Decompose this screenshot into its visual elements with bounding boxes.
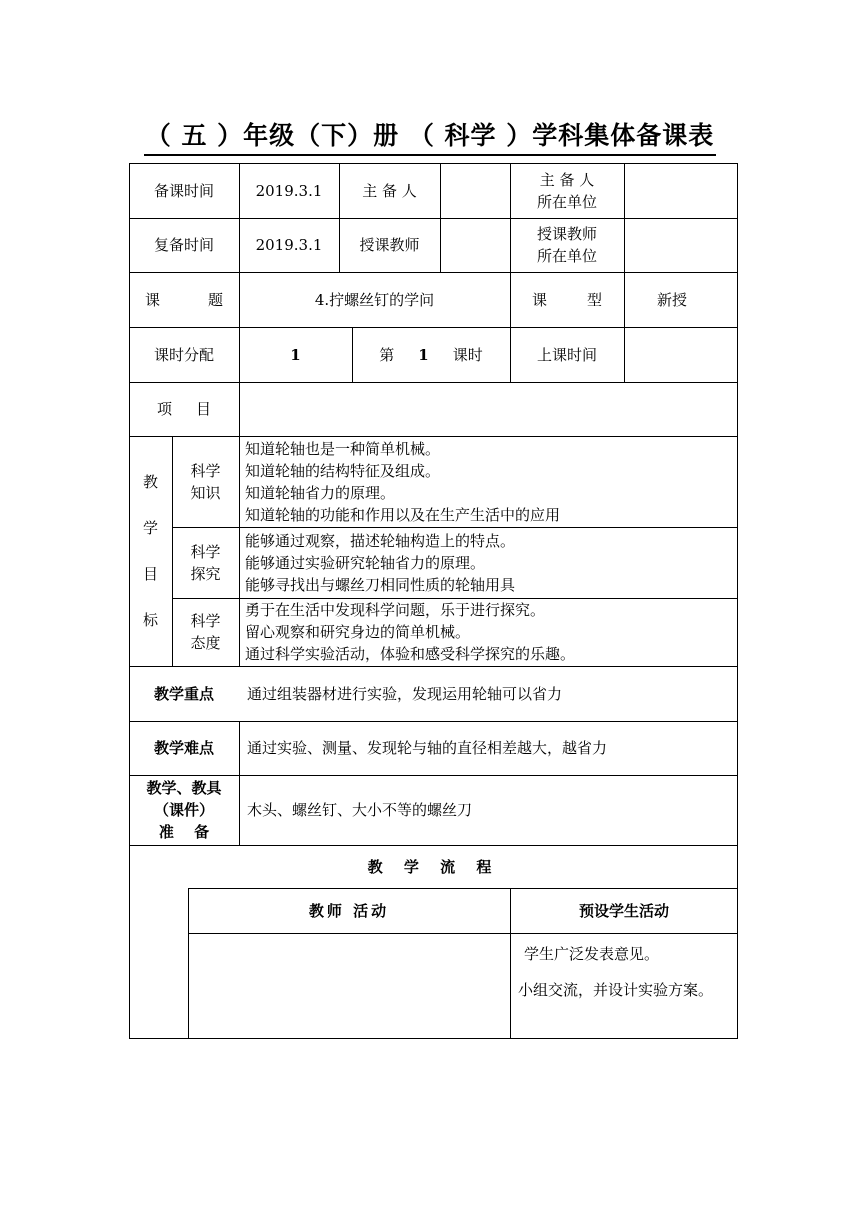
attitude-label xyxy=(172,598,239,666)
document-title-text: （ 五 ）年级（下）册 （ 科学 ）学科集体备课表 xyxy=(144,116,717,156)
attitude-content xyxy=(239,598,738,666)
teacher-value xyxy=(440,218,510,272)
student-activity-header: 预设学生活动 xyxy=(578,901,669,920)
main-preparer-value xyxy=(440,163,510,218)
teacher-activity-header: 教师 活动 xyxy=(308,901,390,920)
type-value: 新授 xyxy=(656,290,687,309)
knowledge-label xyxy=(172,436,239,527)
student-activity-content xyxy=(510,933,738,1038)
student-activity-line: 学生广泛发表意见。 xyxy=(524,945,660,963)
knowledge-label-line: 知识 xyxy=(190,483,221,502)
type-label xyxy=(510,272,624,327)
attitude-line: 留心观察和研究身边的简单机械。 xyxy=(245,623,471,641)
student-activity-line: 小组交流，并设计实验方案。 xyxy=(518,981,714,999)
item-value xyxy=(239,382,738,436)
teacher-unit-label xyxy=(510,218,624,272)
attitude-line: 通过科学实验活动，体验和感受科学探究的乐趣。 xyxy=(245,645,576,663)
topic-label xyxy=(129,272,239,327)
teacher-unit-value xyxy=(624,218,738,272)
attitude-label-line: 态度 xyxy=(190,634,221,652)
knowledge-line: 知道轮轴的结构特征及组成。 xyxy=(245,461,441,480)
goals-side-char: 学 xyxy=(142,519,158,537)
tools-label-line: 教学、教具 xyxy=(146,779,222,797)
topic-label-char: 题 xyxy=(207,290,223,309)
topic-value: 4.拧螺丝钉的学问 xyxy=(314,290,435,309)
inquiry-label-line: 科学 xyxy=(190,542,221,561)
inquiry-label xyxy=(172,527,239,598)
inquiry-line: 能够寻找出与螺丝刀相同性质的轮轴用具 xyxy=(245,575,516,594)
table-border xyxy=(129,1038,738,1039)
hours-label: 课时分配 xyxy=(153,345,214,364)
goals-side-label xyxy=(129,436,172,666)
period-value: 1 xyxy=(418,345,429,364)
period-prefix: 第 xyxy=(379,345,395,364)
teacher-label: 授课教师 xyxy=(359,236,420,254)
item-label-char: 项 xyxy=(156,400,172,418)
attitude-line: 勇于在生活中发现科学问题，乐于进行探究。 xyxy=(245,601,546,619)
period-cell xyxy=(352,327,510,382)
main-preparer-label: 主 备 人 xyxy=(362,181,417,200)
teacher-unit-label-line: 所在单位 xyxy=(536,247,597,265)
teacher-activity-content xyxy=(188,933,510,1038)
tools-label-line: （课件） xyxy=(153,801,214,819)
inquiry-content xyxy=(239,527,738,598)
class-time-label: 上课时间 xyxy=(536,345,597,364)
period-suffix: 课时 xyxy=(452,345,483,364)
type-label-char: 型 xyxy=(586,290,602,309)
review-time-value: 2019.3.1 xyxy=(255,236,323,254)
knowledge-label-line: 科学 xyxy=(190,461,221,480)
preparer-unit-label xyxy=(510,163,624,218)
process-heading: 教 学 流 程 xyxy=(367,857,500,876)
review-time-label: 复备时间 xyxy=(153,236,214,254)
document-title xyxy=(0,116,860,156)
focus-value: 通过组装器材进行实验，发现运用轮轴可以省力 xyxy=(247,684,563,703)
attitude-label-line: 科学 xyxy=(190,612,221,630)
preparer-unit-value xyxy=(624,163,738,218)
preparer-unit-label-line: 主 备 人 xyxy=(539,170,595,189)
prep-time-label: 备课时间 xyxy=(153,181,214,200)
inquiry-line: 能够通过观察，描述轮轴构造上的特点。 xyxy=(245,531,516,550)
type-label-char: 课 xyxy=(532,290,548,309)
prep-time-value: 2019.3.1 xyxy=(255,181,323,200)
knowledge-line: 知道轮轴的功能和作用以及在生产生活中的应用 xyxy=(245,505,561,524)
lesson-plan-table xyxy=(129,163,738,1039)
difficulty-value: 通过实验、测量、发现轮与轴的直径相差越大，越省力 xyxy=(247,739,608,757)
teacher-unit-label-line: 授课教师 xyxy=(536,225,597,243)
tools-value: 木头、螺丝钉、大小不等的螺丝刀 xyxy=(247,801,473,819)
tools-label xyxy=(129,775,239,845)
focus-label: 教学重点 xyxy=(153,684,214,703)
difficulty-label: 教学难点 xyxy=(153,739,214,757)
item-label xyxy=(129,382,239,436)
hours-value: 1 xyxy=(290,345,301,364)
knowledge-line: 知道轮轴省力的原理。 xyxy=(245,483,396,502)
knowledge-content xyxy=(239,436,738,527)
class-time-value xyxy=(624,327,738,382)
goals-side-char: 目 xyxy=(142,565,158,583)
goals-side-char: 教 xyxy=(142,473,158,491)
goals-side-char: 标 xyxy=(142,611,158,629)
topic-label-char: 课 xyxy=(145,290,161,309)
inquiry-label-line: 探究 xyxy=(190,564,221,583)
item-label-char: 目 xyxy=(196,400,212,418)
preparer-unit-label-line: 所在单位 xyxy=(536,192,597,211)
tools-label-line: 准 备 xyxy=(158,823,210,841)
knowledge-line: 知道轮轴也是一种简单机械。 xyxy=(245,439,441,458)
inquiry-line: 能够通过实验研究轮轴省力的原理。 xyxy=(245,553,486,572)
